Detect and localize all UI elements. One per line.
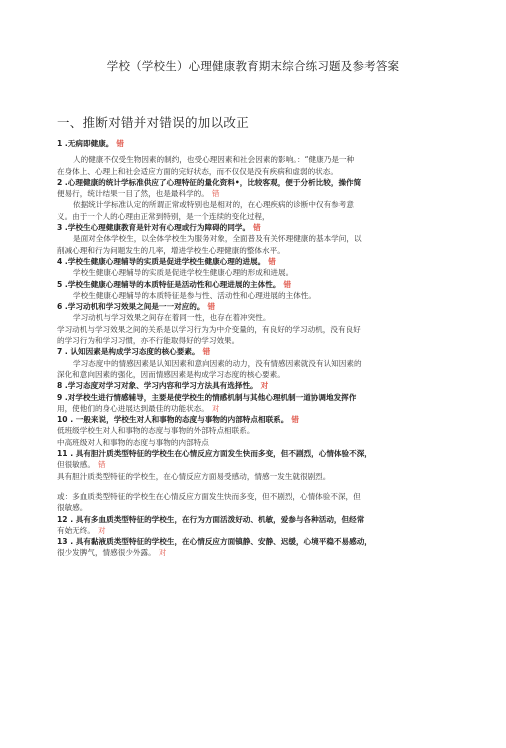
question-text: 1 .无病即健康。 [57,139,114,148]
question-line [57,188,477,199]
question-text: 用，使他们的身心进展达到最佳的功能状态。 [57,403,209,413]
answer-line: 人的健康不仅受生物因素的制约，也受心理因素和社会因素的影响。：“健康乃是一种 [73,155,355,165]
answer-line: 义。由于一个人的心理由正常到特别，是一个连续的变化过程， [57,211,270,221]
mark-wrong: 错 [116,139,124,148]
question-text: 很少发脾气，情感很少外露。 [57,548,156,558]
answer-line: 低班级学校生对人和事物的态度与事物的外部特点相联系。 [57,426,255,436]
question-7 [57,346,477,357]
mark-wrong: 错 [97,460,106,470]
mark-wrong: 错 [211,189,220,199]
question-text: 6 .学习动机和学习效果之间是一一对应的。 [57,302,205,312]
mark-wrong: 错 [283,279,292,289]
question-text: 4 .学校生健康心理辅导的实质是促进学校生健康心理的进展。 [57,256,266,266]
question-8 [57,380,477,391]
question-12: 12 . 具有多血质类型特征的学校生，在行为方面活泼好动、机敏，爱参与各种活动，但经常 [57,514,365,524]
answer-line: 深化和意向因素的强化，因而情感因素是构成学习态度的核心要素。 [57,369,285,379]
question-text: 7 . 认知因素是构成学习态度的核心要素。 [57,347,200,357]
document-body [57,138,477,559]
question-1 [57,138,477,149]
question-11: 11 . 具有胆汁质类型特征的学校生在心情反应方面发生快而多变，但不剧烈，心情体验不深， [57,449,372,459]
answer-line: 学校生健康心理辅导的实质是促进学校生健康心理的形成和进展。 [73,268,294,278]
question-line [57,525,477,536]
question-9: 9 .对学校生进行情感辅导，主要是使学校生的情感机制与其他心理机制一道协调地发挥作 [57,392,357,402]
question-text: 5 .学校生健康心理辅导的本质特征是活动性和心理进展的主体性。 [57,279,281,289]
answer-line: 中高班级对人和事物的态度与事物的内部特点 [57,437,209,447]
answer-line: 学习动机与学习效果之间存在着同一性，也存在着冲突性。 [73,313,271,323]
mark-right: 对 [211,403,220,413]
page-title: 学校（学校生）心理健康教育期末综合练习题及参考答案 [106,59,400,73]
mark-wrong: 错 [253,223,261,233]
question-6 [57,301,477,312]
answer-line: 在身体上、心理上和社会适应方面的完好状态，而不仅仅是没有疾病和虚弱的状态。 [57,166,338,176]
mark-right: 对 [260,381,269,391]
answer-line: 具有胆汁质类型特征的学校生，在心情反应方面易受感动，情感一发生就很剧烈。 [57,471,331,481]
answer-line: 学习动机与学习效果之间的关系是以学习行为为中介变量的，有良好的学习动机，没有良好 [57,324,361,334]
question-13: 13 . 具有黏液质类型特征的学校生，在心情反应方面镇静、安静、迟缓，心境平稳不易感动， [57,537,372,547]
answer-line: 削减心理和行为问题发生的几率，增进学校生心理健康的整体水平。 [57,245,285,255]
question-line [57,403,477,414]
mark-wrong: 错 [207,302,216,312]
question-4 [57,256,477,267]
answer-line: 或：多血质类型特征的学校生在心情反应方面发生快而多变，但不剧烈，心情体验不深，但 [57,491,361,501]
spacer [57,482,477,491]
question-3 [57,222,477,233]
mark-right: 对 [97,525,106,535]
question-text: 10 . 一般来说，学校生对人和事物的态度与事物的内部特点相联系。 [57,415,289,425]
mark-wrong: 错 [268,256,276,266]
question-line [57,547,477,558]
mark-wrong: 错 [202,347,211,357]
question-line [57,459,477,470]
question-5 [57,279,477,290]
answer-line: 学校生健康心理辅导的本质特征是参与性、活动性和心理进展的主体性。 [73,290,316,300]
section-heading: 一、推断对错并对错误的加以改正 [57,115,250,130]
question-text: 有始无终。 [57,525,95,535]
mark-wrong: 错 [291,415,299,425]
answer-line: 的学习行为和学习习惯，亦不行能取得好的学习效果。 [57,336,240,346]
answer-line: 学习态度中的情感因素是认知因素和意向因素的动力，没有情感因素就没有认知因素的 [73,358,362,368]
answer-line: 很敏感。 [57,503,88,513]
question-text: 8 .学习态度对学习对象、学习内容和学习方法具有选择性。 [57,381,258,391]
question-text: 但很敏感。 [57,460,95,470]
question-text: 3 .学校生心理健康教育是针对有心理或行为障碍的同学。 [57,223,251,233]
mark-right: 对 [158,548,167,558]
question-text: 便易行，统计结果一目了然，也是最科学的。 [57,189,209,199]
answer-line: 是面对全体学校生，以全体学校生为服务对象，全面普及有关怀理健康的基本学问，以 [73,234,362,244]
question-2: 2 .心理健康的统计学标准供应了心理特征的量化资料•，比较客观，便于分析比较，操作简 [57,177,362,187]
question-10 [57,414,477,425]
answer-line: 依据统计学标准认定的所谓正常或特别也是相对的，在心理疾病的诊断中仅有参考意 [73,200,354,210]
